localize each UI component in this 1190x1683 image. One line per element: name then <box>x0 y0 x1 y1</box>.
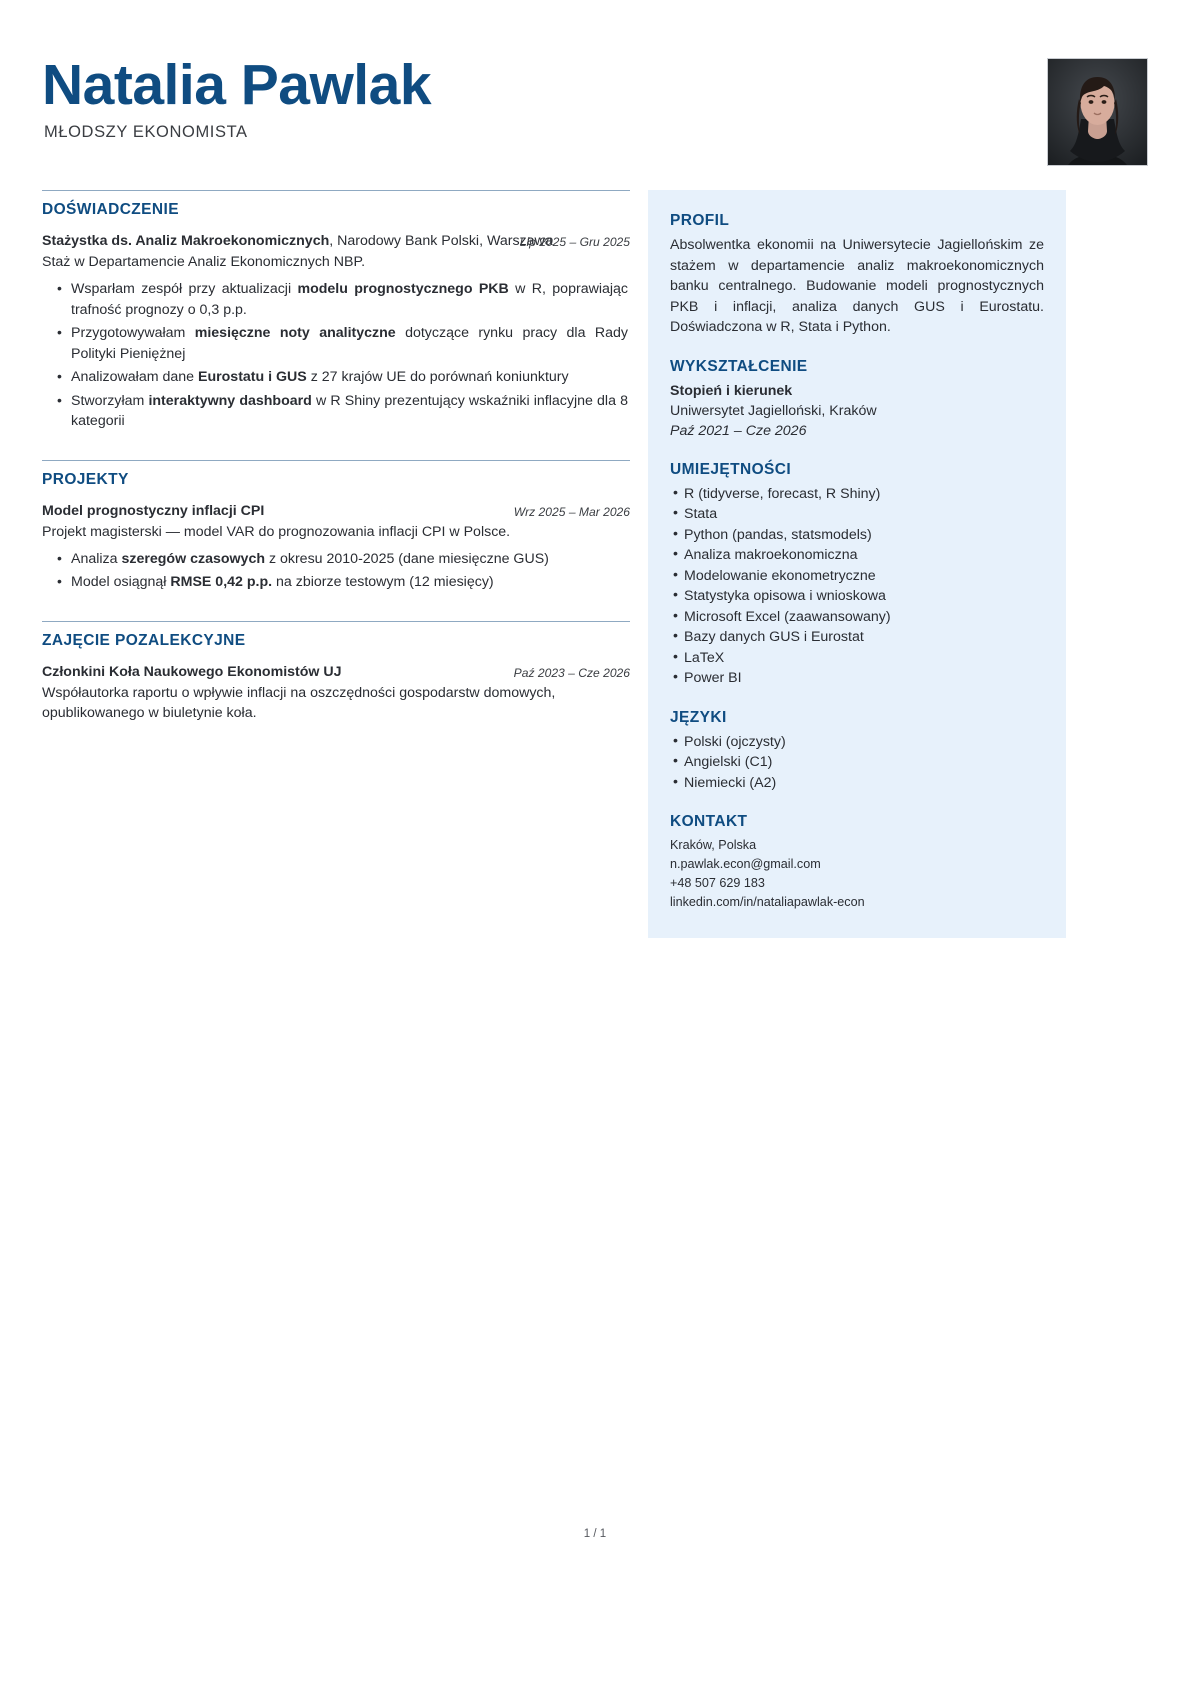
section-title-projects: PROJEKTY <box>42 470 129 488</box>
list-item: • Statystyka opisowa i wnioskowa <box>684 586 1044 607</box>
bullet-text: z okresu 2010-2025 (dane miesięczne GUS) <box>265 550 549 567</box>
bullet-text: dotyczące rynku pracy dla Rady Polityki Pieniężnej <box>71 325 628 362</box>
extracurricular-entry <box>42 662 630 723</box>
list-item: • Stata <box>684 504 1044 525</box>
sidebar-section-contact <box>670 813 1044 912</box>
section-divider <box>42 621 630 622</box>
main-column <box>42 190 630 729</box>
section-projects <box>42 460 630 593</box>
bullet-emphasis: miesięczne noty analityczne <box>194 325 396 341</box>
bullet-emphasis: Eurostatu i GUS <box>197 369 307 385</box>
education-date: Paź 2021 – Cze 2026 <box>670 422 807 439</box>
sidebar-column <box>648 190 1066 938</box>
section-extracurricular <box>42 621 630 723</box>
entry-date: Lip 2025 – Gru 2025 <box>519 235 630 249</box>
page-indicator: 1 / 1 <box>583 1528 607 1540</box>
contact-line: +48 507 629 183 <box>670 876 765 890</box>
bullet-item <box>71 549 628 570</box>
skills-list <box>670 484 1044 689</box>
bullet-item <box>71 391 628 432</box>
entry-heading <box>42 501 630 521</box>
spacer <box>42 599 630 621</box>
entry-role: Model prognostyczny inflacji CPI <box>42 502 265 519</box>
list-item: • Power BI <box>684 668 1044 689</box>
section-title-skills: UMIEJĘTNOŚCI <box>670 460 792 478</box>
list-item: • Modelowanie ekonometryczne <box>684 566 1044 587</box>
list-item: • Microsoft Excel (zaawansowany) <box>684 607 1044 628</box>
job-role-subtitle: MŁODSZY EKONOMISTA <box>44 123 248 141</box>
bullet-text: Przygotowywałam <box>71 325 195 341</box>
resume-header <box>42 55 1148 175</box>
bullet-text: Analizowałam dane <box>71 369 198 385</box>
section-title-languages: JĘZYKI <box>670 708 727 726</box>
bullet-text: w R Shiny prezentujący wskaźniki inflacyjne dla 8 kategorii <box>71 392 628 429</box>
bullet-text: z 27 krajów UE do porównań koniunktury <box>306 369 569 385</box>
education-school: Uniwersytet Jagielloński, Kraków <box>670 402 877 419</box>
bullet-emphasis: szeregów czasowych <box>121 550 265 567</box>
list-item: • Bazy danych GUS i Eurostat <box>684 627 1044 648</box>
bullet-text: Wsparłam zespół przy aktualizacji <box>71 281 298 297</box>
entry-heading <box>42 231 630 251</box>
section-title-education: WYKSZTAŁCENIE <box>670 357 808 375</box>
education-degree: Stopień i kierunek <box>670 382 793 399</box>
section-divider <box>42 190 630 191</box>
section-title-profile: PROFIL <box>670 212 730 229</box>
bullet-text: w R, poprawiając trafność prognozy o 0,3 p.p. <box>71 281 629 318</box>
experience-entry <box>42 231 630 432</box>
entry-summary: Projekt magisterski — model VAR do prognozowania inflacji CPI w Polsce. <box>42 523 511 540</box>
list-item: • Angielski (C1) <box>684 752 1044 773</box>
section-title-experience: DOŚWIADCZENIE <box>42 201 179 218</box>
sidebar-section-profile <box>670 212 1044 338</box>
project-entry <box>42 501 630 593</box>
bullet-item <box>71 572 628 593</box>
sidebar-section-languages <box>670 709 1044 794</box>
entry-summary: Współautorka raportu o wpływie inflacji na oszczędności gospodarstw domowych, opublikowanego w biuletynie koła. <box>42 684 556 721</box>
section-experience <box>42 190 630 432</box>
entry-org: , Narodowy Bank Polski, Warszawa <box>329 233 553 249</box>
entry-role: Stażystka ds. Analiz Makroekonomicznych <box>42 233 330 249</box>
section-title-contact: KONTAKT <box>670 813 748 830</box>
list-item: • LaTeX <box>684 648 1044 669</box>
contact-line: Kraków, Polska <box>670 838 757 852</box>
list-item: • Polski (ojczysty) <box>684 732 1044 753</box>
entry-date: Paź 2023 – Cze 2026 <box>513 665 630 680</box>
bullet-text: Analiza <box>71 550 122 567</box>
entry-heading <box>42 662 630 682</box>
bullet-item <box>71 323 628 364</box>
contact-lines <box>670 836 1044 912</box>
list-item: • Analiza makroekonomiczna <box>684 545 1044 566</box>
bullet-text: Stworzyłam <box>71 392 149 409</box>
bullet-emphasis: modelu prognostycznego PKB <box>297 281 509 297</box>
contact-line: n.pawlak.econ@gmail.com <box>670 857 821 871</box>
languages-list <box>670 732 1044 794</box>
entry-summary: Staż w Departamencie Analiz Ekonomicznych NBP. <box>42 254 366 270</box>
bullet-text: Model osiągnął <box>71 574 171 590</box>
page-title: Natalia Pawlak <box>42 53 432 117</box>
bullet-text: na zbiorze testowym (12 miesięcy) <box>272 574 494 590</box>
sidebar-section-skills <box>670 461 1044 689</box>
bullet-emphasis: interaktywny dashboard <box>148 392 312 409</box>
entry-bullet-list <box>42 549 630 593</box>
section-title-extracurricular: ZAJĘCIE POZALEKCYJNE <box>42 631 246 649</box>
section-divider <box>42 460 630 461</box>
portrait-photo-icon <box>1048 59 1147 165</box>
list-item: • Python (pandas, statsmodels) <box>684 525 1044 546</box>
entry-bullet-list <box>42 279 630 432</box>
entry-role: Członkini Koła Naukowego Ekonomistów UJ <box>42 663 342 680</box>
profile-text: Absolwentka ekonomii na Uniwersytecie Jagiellońskim ze stażem w departamencie analiz makroekonomicznych banku centralnego. Budowanie modeli prognostycznych PKB i inflacji, analiza danych GUS i Eurostatu. Doświadczona w R, Stata i Python. <box>670 237 1044 335</box>
list-item: • Niemiecki (A2) <box>684 773 1044 794</box>
bullet-item <box>71 279 628 320</box>
bullet-item <box>71 367 628 388</box>
entry-date: Wrz 2025 – Mar 2026 <box>513 504 630 519</box>
spacer <box>42 438 630 460</box>
list-item: • R (tidyverse, forecast, R Shiny) <box>684 484 1044 505</box>
sidebar-section-education <box>670 358 1044 441</box>
avatar <box>1047 58 1148 166</box>
bullet-emphasis: RMSE 0,42 p.p. <box>170 574 273 590</box>
contact-line: linkedin.com/in/nataliapawlak-econ <box>670 895 865 909</box>
